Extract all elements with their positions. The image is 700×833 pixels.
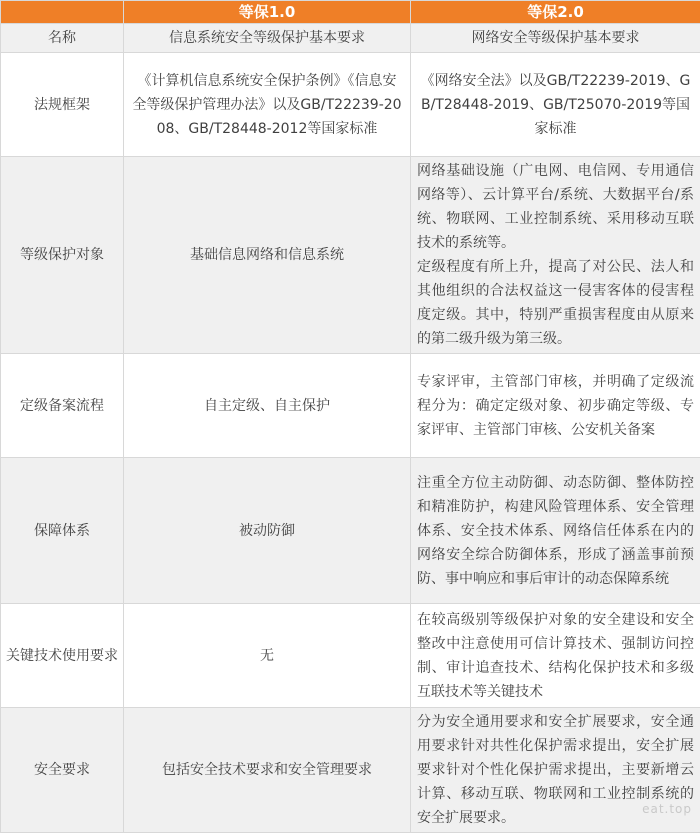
cell-v2-para: 定级程度有所上升，提高了对公民、法人和其他组织的合法权益这一侵害客体的侵害程度定级。其中，特别严重损害程度由从原来的第二级升级为第三级。 (417, 255, 694, 351)
row-security-requirements (1, 708, 700, 833)
cell-v1: 信息系统安全等级保护基本要求 (124, 24, 411, 53)
cell-v2-para: 网络基础设施（广电网、电信网、专用通信网络等）、云计算平台/系统、大数据平台/系统、物联网、工业控制系统、采用移动互联技术的系统等。 (417, 159, 694, 255)
header-dengbao-1: 等保1.0 (124, 1, 411, 24)
cell-v1: 《计算机信息系统安全保护条例》《信息安 全等级保护管理办法》以及GB/T22239-2008、GB/T28448-2012等国家标准 (124, 53, 411, 157)
cell-v2 (411, 157, 700, 354)
cell-v1: 包括安全技术要求和安全管理要求 (124, 708, 411, 833)
cell-v1: 被动防御 (124, 458, 411, 604)
cell-v2 (411, 24, 700, 53)
watermark: eat.top (642, 802, 692, 816)
row-label: 保障体系 (1, 458, 124, 604)
cell-v2 (411, 458, 700, 604)
cell-v2 (411, 604, 700, 708)
cell-v2-para: 专家评审，主管部门审核，并明确了定级流程分为：确定定级对象、初步确定等级、专家评审、主管部门审核、公安机关备案 (417, 370, 694, 442)
row-label: 名称 (1, 24, 124, 53)
row-filing-process (1, 354, 700, 458)
row-label: 定级备案流程 (1, 354, 124, 458)
header-empty-cell (1, 1, 124, 24)
cell-v2-para: 在较高级别等级保护对象的安全建设和安全整改中注意使用可信计算技术、强制访问控制、审计追查技术、结构化保护技术和多级互联技术等关键技术 (417, 608, 694, 704)
row-label: 法规框架 (1, 53, 124, 157)
cell-v2-para: 网络安全等级保护基本要求 (416, 26, 695, 50)
row-label: 安全要求 (1, 708, 124, 833)
cell-v1: 无 (124, 604, 411, 708)
cell-v1: 自主定级、自主保护 (124, 354, 411, 458)
cell-v1: 基础信息网络和信息系统 (124, 157, 411, 354)
header-dengbao-2: 等保2.0 (411, 1, 700, 24)
row-legal-framework (1, 53, 700, 157)
cell-v2-para: 注重全方位主动防御、动态防御、整体防控和精准防护，构建风险管理体系、安全管理体系、安全技术体系、网络信任体系在内的网络安全综合防御体系，形成了涵盖事前预防、事中响应和事后审计的动态保障系统 (417, 471, 694, 591)
cell-v2 (411, 354, 700, 458)
row-assurance-system (1, 458, 700, 604)
row-key-tech (1, 604, 700, 708)
cell-v2-para: 《网络安全法》以及GB/T22239-2019、GB/T28448-2019、GB/T25070-2019等国家标准 (416, 69, 695, 141)
row-name (1, 24, 700, 53)
row-protection-object (1, 157, 700, 354)
header-row (1, 1, 700, 24)
row-label: 等级保护对象 (1, 157, 124, 354)
cell-v2 (411, 53, 700, 157)
cell-v2-para: 分为安全通用要求和安全扩展要求，安全通用要求针对共性化保护需求提出，安全扩展要求针对个性化保护需求提出，主要新增云计算、移动互联、物联网和工业控制系统的安全扩展要求。 (417, 710, 694, 830)
row-label: 关键技术使用要求 (1, 604, 124, 708)
